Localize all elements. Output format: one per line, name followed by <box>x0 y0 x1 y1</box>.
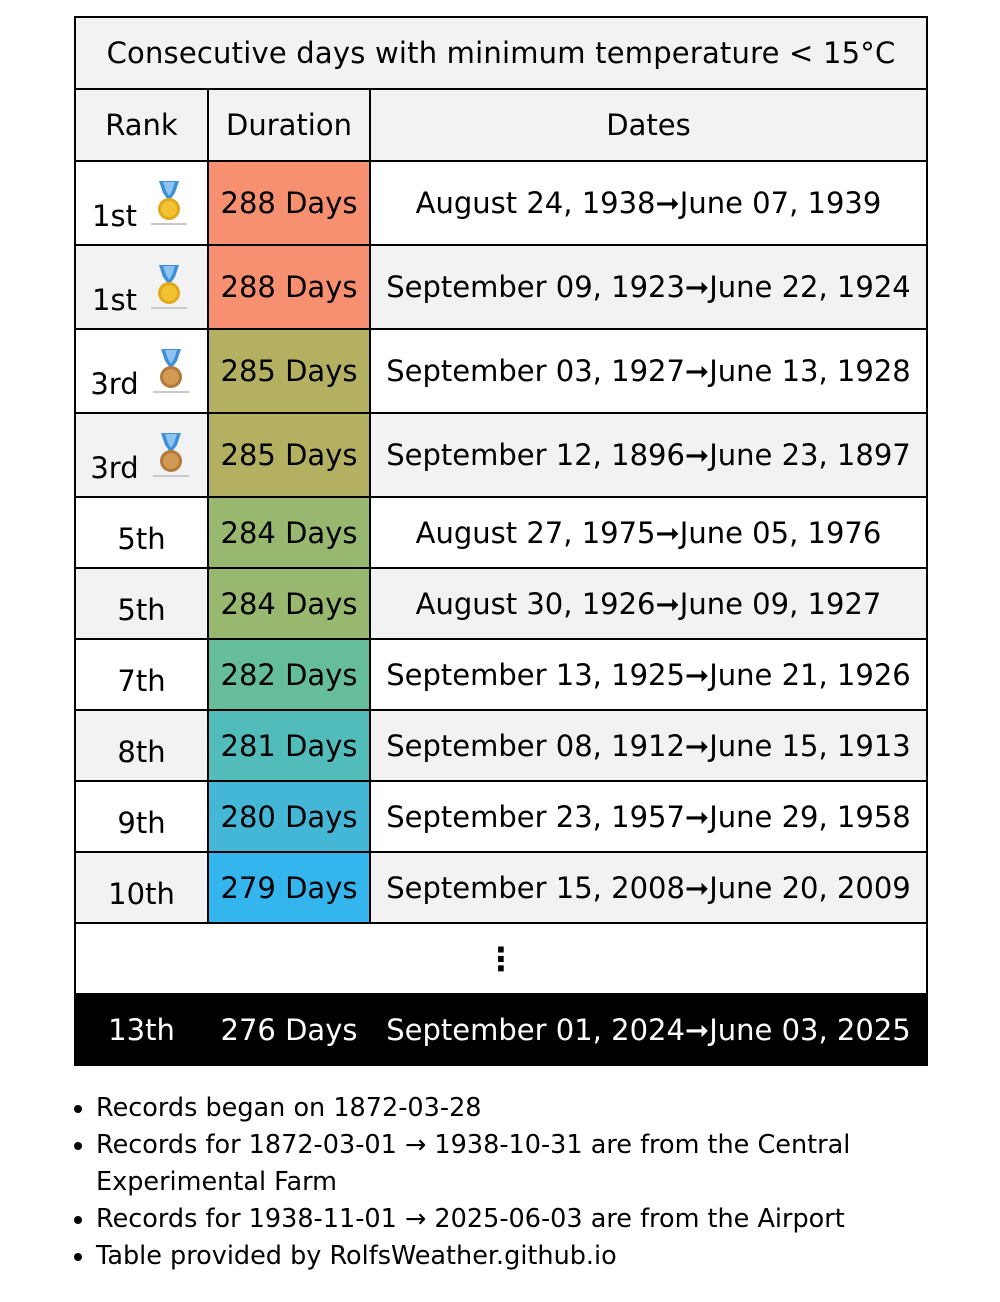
duration-cell: 284 Days <box>208 497 370 568</box>
rank-cell <box>75 161 208 245</box>
table-row <box>75 497 927 568</box>
ellipsis: ⋮ <box>75 923 927 994</box>
duration-cell: 285 Days <box>208 329 370 413</box>
header-dates: Dates <box>370 89 927 161</box>
duration-cell: 285 Days <box>208 413 370 497</box>
rank-label: 1st <box>92 199 137 233</box>
table-row <box>75 245 927 329</box>
rank-label: 3rd <box>90 451 139 485</box>
rank-cell <box>75 413 208 497</box>
header-rank: Rank <box>75 89 208 161</box>
rank-label: 9th <box>117 805 166 840</box>
duration-cell: 284 Days <box>208 568 370 639</box>
dates-cell: September 03, 1927➞June 13, 1928 <box>370 329 927 413</box>
dates-cell: August 24, 1938➞June 07, 1939 <box>370 161 927 245</box>
dates-cell: August 30, 1926➞June 09, 1927 <box>370 568 927 639</box>
ellipsis-row <box>75 923 927 994</box>
table-row <box>75 781 927 852</box>
dates-cell: September 15, 2008➞June 20, 2009 <box>370 852 927 923</box>
note-item: • Table provided by RolfsWeather.github.io <box>96 1238 916 1275</box>
dates-cell: September 09, 1923➞June 22, 1924 <box>370 245 927 329</box>
current-duration: 276 Days <box>208 994 370 1065</box>
table-header-row <box>75 89 927 161</box>
table-body <box>75 161 927 923</box>
note-item: • Records for 1938-11-01 → 2025-06-03 are from the Airport <box>96 1201 916 1238</box>
header-duration: Duration <box>208 89 370 161</box>
rank-cell <box>75 568 208 639</box>
bronze-medal-icon <box>149 431 193 479</box>
dates-cell: September 08, 1912➞June 15, 1913 <box>370 710 927 781</box>
table-row <box>75 710 927 781</box>
duration-cell: 279 Days <box>208 852 370 923</box>
rank-label: 1st <box>92 283 137 317</box>
rank-label: 5th <box>117 592 166 627</box>
current-rank: 13th <box>75 994 208 1065</box>
rank-cell <box>75 710 208 781</box>
dates-cell: September 23, 1957➞June 29, 1958 <box>370 781 927 852</box>
dates-cell: August 27, 1975➞June 05, 1976 <box>370 497 927 568</box>
table-row <box>75 161 927 245</box>
gold-medal-icon <box>147 263 191 311</box>
rank-cell <box>75 781 208 852</box>
notes-list <box>56 1090 916 1275</box>
table-title-row <box>75 17 927 89</box>
table-row <box>75 329 927 413</box>
dates-cell: September 13, 1925➞June 21, 1926 <box>370 639 927 710</box>
current-dates: September 01, 2024➞June 03, 2025 <box>370 994 927 1065</box>
rank-label: 10th <box>108 876 175 911</box>
rank-label: 5th <box>117 521 166 556</box>
current-season-row <box>75 994 927 1065</box>
rank-label: 7th <box>117 663 166 698</box>
records-table <box>74 16 928 1066</box>
rank-cell <box>75 497 208 568</box>
note-item: • Records began on 1872-03-28 <box>96 1090 916 1127</box>
table-row <box>75 852 927 923</box>
table-row <box>75 568 927 639</box>
rank-cell <box>75 639 208 710</box>
table-row <box>75 639 927 710</box>
rank-cell <box>75 245 208 329</box>
duration-cell: 288 Days <box>208 245 370 329</box>
duration-cell: 288 Days <box>208 161 370 245</box>
table-title: Consecutive days with minimum temperature < 15°C <box>75 17 927 89</box>
gold-medal-icon <box>147 179 191 227</box>
rank-cell <box>75 329 208 413</box>
rank-cell <box>75 852 208 923</box>
duration-cell: 281 Days <box>208 710 370 781</box>
bronze-medal-icon <box>149 347 193 395</box>
rank-label: 8th <box>117 734 166 769</box>
duration-cell: 282 Days <box>208 639 370 710</box>
note-item: • Records for 1872-03-01 → 1938-10-31 are from the Central Experimental Farm <box>96 1127 916 1201</box>
duration-cell: 280 Days <box>208 781 370 852</box>
dates-cell: September 12, 1896➞June 23, 1897 <box>370 413 927 497</box>
table-row <box>75 413 927 497</box>
rank-label: 3rd <box>90 367 139 401</box>
